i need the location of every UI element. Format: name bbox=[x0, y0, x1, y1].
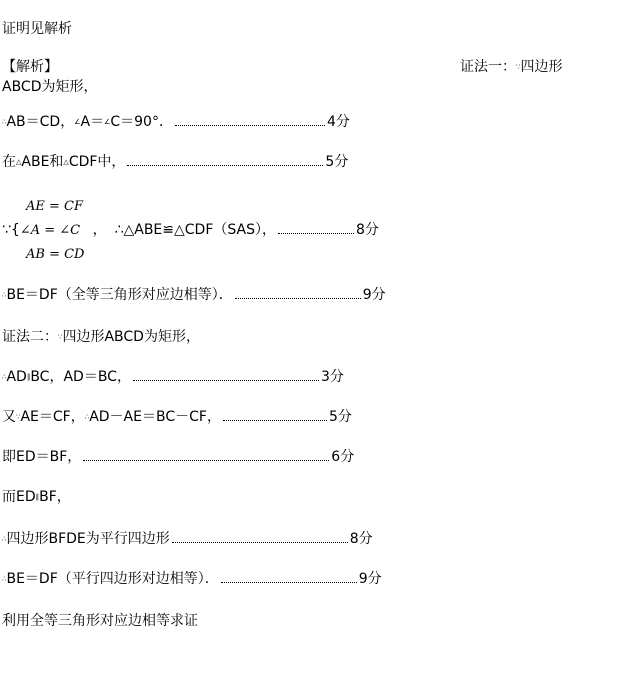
score: 4分 bbox=[326, 114, 350, 130]
leader-dots bbox=[172, 532, 348, 543]
because-symbol: ∵ bbox=[58, 333, 63, 341]
analysis-label: 【解析】 bbox=[2, 59, 58, 75]
score: 6分 bbox=[331, 449, 355, 465]
m1-step-2-b: ABE和 bbox=[21, 154, 64, 170]
method1-intro-text: 证法一： bbox=[460, 59, 516, 75]
m1-step-2 bbox=[2, 153, 348, 171]
separator: ， bbox=[92, 222, 107, 238]
equation-1: AE = CF bbox=[26, 199, 84, 214]
m2-step-1 bbox=[2, 328, 200, 346]
leader-dots bbox=[223, 410, 327, 421]
score: 8分 bbox=[356, 222, 379, 238]
leader-dots bbox=[127, 155, 323, 166]
leader-dots bbox=[221, 572, 357, 583]
therefore-symbol: ∴ bbox=[2, 291, 7, 299]
m1-step-3-conclusion: ∴△ABE≌△CDF（SAS）， bbox=[114, 222, 276, 238]
therefore-symbol: ∴ bbox=[2, 373, 7, 381]
m2-step-7-text: BE＝DF（平行四边形对边相等）． bbox=[6, 571, 219, 587]
footer-note: 利用全等三角形对应边相等求证 bbox=[2, 613, 198, 629]
score: 9分 bbox=[358, 571, 382, 587]
equation-2-text: ∠A = ∠C bbox=[19, 223, 81, 238]
m1-step-1-a: AB＝CD， bbox=[6, 114, 75, 130]
m2-step-4-text: 即ED＝BF， bbox=[2, 449, 82, 465]
m2-step-3 bbox=[2, 408, 352, 426]
parallel-symbol: ∥ bbox=[35, 493, 40, 501]
m1-step-1-c: C＝90°． bbox=[110, 114, 173, 130]
leader-dots bbox=[235, 288, 361, 299]
answer-header: 证明见解析 bbox=[2, 21, 72, 37]
m2-step-7 bbox=[2, 570, 382, 588]
m2-step-3-b: AE＝CF， bbox=[20, 409, 85, 425]
score: 9分 bbox=[362, 287, 386, 303]
m2-step-1-b: 四边形ABCD为矩形， bbox=[62, 329, 200, 345]
abcd-rectangle-line: ABCD为矩形， bbox=[2, 79, 98, 95]
m1-step-3 bbox=[2, 221, 379, 240]
because-symbol: ∵ bbox=[516, 63, 521, 71]
therefore-symbol: ∴ bbox=[84, 413, 90, 421]
m2-step-5-b: BF， bbox=[39, 489, 71, 505]
score: 5分 bbox=[328, 409, 352, 425]
m1-step-1-b: A＝ bbox=[80, 114, 105, 130]
m2-step-6-text: 四边形BFDE为平行四边形 bbox=[6, 531, 170, 547]
therefore-symbol: ∴ bbox=[2, 118, 7, 126]
triangle-symbol: △ bbox=[16, 158, 22, 166]
therefore-symbol: ∴ bbox=[2, 575, 7, 583]
score: 8分 bbox=[349, 531, 373, 547]
angle-symbol: ∠ bbox=[104, 118, 111, 126]
method1-intro-tail: 四边形 bbox=[520, 59, 563, 75]
m2-step-5-a: 而ED bbox=[2, 489, 36, 505]
m2-step-1-a: 证法二： bbox=[2, 329, 58, 345]
m1-step-2-c: CDF中， bbox=[68, 154, 126, 170]
score: 3分 bbox=[320, 369, 344, 385]
parallel-symbol: ∥ bbox=[26, 373, 31, 381]
leader-dots bbox=[83, 450, 329, 461]
brace-icon: { bbox=[10, 222, 20, 238]
m2-step-3-c: AD－AE＝BC－CF， bbox=[89, 409, 221, 425]
because-symbol: ∵ bbox=[2, 222, 11, 238]
triangle-symbol: △ bbox=[63, 158, 69, 166]
m2-step-2-a: AD bbox=[6, 369, 27, 385]
leader-dots bbox=[278, 223, 354, 234]
m1-step-4 bbox=[2, 286, 386, 304]
m1-step-4-text: BE＝DF（全等三角形对应边相等）． bbox=[6, 287, 233, 303]
m2-step-5 bbox=[2, 488, 71, 506]
therefore-symbol: ∴ bbox=[2, 535, 7, 543]
leader-dots bbox=[175, 115, 325, 126]
m2-step-6 bbox=[2, 530, 373, 548]
m2-step-4 bbox=[2, 448, 354, 466]
method1-intro bbox=[460, 58, 562, 76]
m2-step-2 bbox=[2, 368, 344, 386]
m1-step-2-a: 在 bbox=[2, 154, 16, 170]
m1-step-1 bbox=[2, 113, 350, 131]
angle-symbol: ∠ bbox=[74, 118, 81, 126]
m2-step-3-a: 又 bbox=[2, 409, 16, 425]
equation-3: AB = CD bbox=[26, 247, 85, 262]
leader-dots bbox=[133, 370, 319, 381]
score: 5分 bbox=[325, 154, 349, 170]
because-symbol: ∵ bbox=[16, 413, 21, 421]
m2-step-2-b: BC，AD＝BC， bbox=[30, 369, 131, 385]
